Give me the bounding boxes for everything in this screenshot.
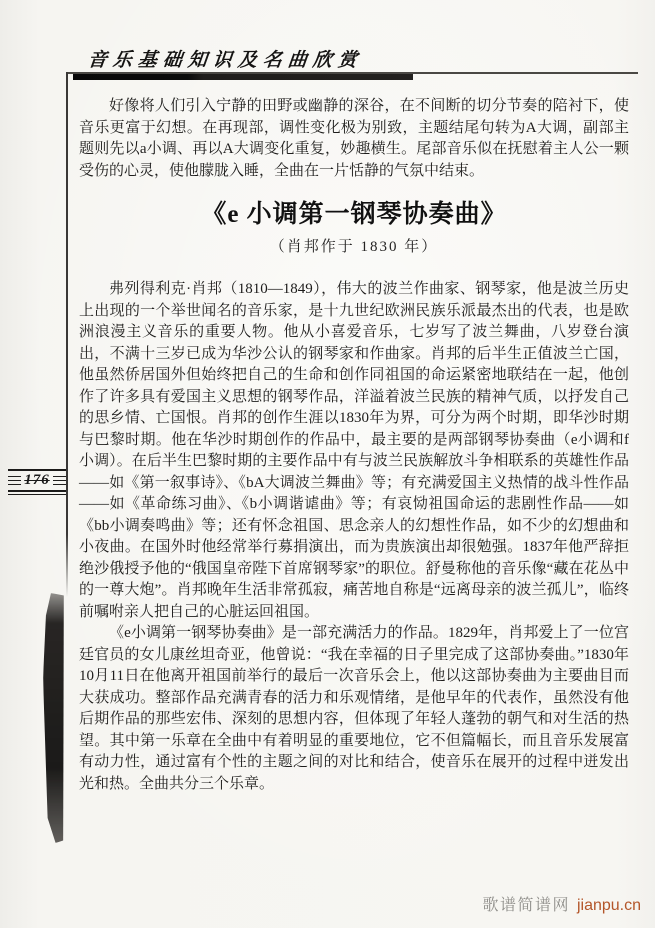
tab-bottom-rule — [8, 490, 66, 492]
piece-title: 《e 小调第一钢琴协奏曲》 — [201, 201, 507, 228]
watermark — [482, 892, 641, 915]
tab-bottom-rule-2 — [8, 494, 66, 495]
watermark-site-url: jianpu.cn — [576, 897, 641, 914]
running-header-title: 音乐基础知识及名曲欣赏 — [86, 50, 364, 71]
page-number: 176 — [24, 472, 50, 488]
left-border-line — [66, 72, 68, 597]
body-paragraph-1: 弗列得利克·肖邦（1810—1849），伟大的波兰作曲家、钢琴家，他是波兰历史上出现的一个举世闻名的音乐家，是十九世纪欧洲民族乐派最杰出的代表，也是欧洲浪漫主义音乐的重要人物。他从小喜爱音乐，七岁写了波兰舞曲，八岁登台演出，不满十三岁已成为华沙公认的钢琴家和作曲家。肖邦的后半生正值波兰亡国，他虽然侨居国外但始终把自己的生命和创作同祖国的命运紧密地联结在一起，他创作了许多具有爱国主义思想的钢琴作品，洋溢着波兰民族的精神气质，以抒发自己的思乡情、亡国恨。肖邦的创作生涯以1830年为界，可分为两个时期，即华沙时期与巴黎时期。他在华沙时期创作的作品中，最主要的是两部钢琴协奏曲（e小调和f小调）。在后半生巴黎时期的主要作品中有与波兰民族解放斗争相联系的英雄性作品——如《第一叙事诗》、《bA大调波兰舞曲》等；有充满爱国主义热情的战斗性作品——如《革命练习曲》、《b小调谐谑曲》等；有哀恸祖国命运的悲剧性作品——如《bb小调奏鸣曲》等；还有怀念祖国、思念亲人的幻想性作品，如不少的幻想曲和小夜曲。在国外时他经常举行募捐演出，而为贵族演出却很勉强。1837年他严辞拒绝沙俄授予他的“俄国皇帝陛下首席钢琴家”的职位。舒曼称他的音乐像“藏在花丛中的一尊大炮”。肖邦晚年生活非常孤寂，痛苦地自称是“远离母亲的波兰孤儿”，临终前嘱咐亲人把自己的心脏运回祖国。 — [79, 281, 629, 620]
scan-binding-smudge — [43, 593, 64, 843]
watermark-site-name: 歌谱简谱网 — [482, 897, 570, 914]
body-paragraph-2: 《e小调第一钢琴协奏曲》是一部充满活力的作品。1829年，肖邦爱上了一位宫廷官员的女儿康丝坦奇亚，他曾说：“我在幸福的日子里完成了这部协奏曲。”1830年10月11日在他离开祖国前举行的最后一次音乐会上，他以这部协奏曲为主要曲目而大获成功。整部作品充满青春的活力和乐观情绪，是他早年的代表作，虽然没有他后期作品的那些宏伟、深刻的思想内容，但体现了年轻人蓬勃的朝气和对生活的热望。其中第一乐章在全曲中有着明显的重要地位，它不但篇幅长，而且音乐发展富有动力性，通过富有个性的主题之间的对比和结合，使音乐在展开的过程中迸发出光和热。全曲共分三个乐章。 — [79, 625, 629, 792]
tab-left-stripes — [8, 476, 21, 486]
header-rule-bar — [73, 74, 413, 80]
page-number-tab — [8, 469, 66, 495]
piece-subtitle: （肖邦作于 1830 年） — [269, 238, 439, 255]
intro-paragraph: 好像将人们引入宁静的田野或幽静的深谷，在不间断的切分节奏的陪衬下，使音乐更富于幻想。在再现部，调性变化极为别致，主题结尾句转为A大调，副部主题则先以a小调、再以A大调变化重复，妙趣横生。尾部音乐似在抚慰着主人公一颗受伤的心灵，使他朦胧入睡，全曲在一片恬静的气氛中结束。 — [79, 98, 629, 179]
tab-right-stripes — [53, 476, 66, 486]
article — [79, 96, 629, 795]
